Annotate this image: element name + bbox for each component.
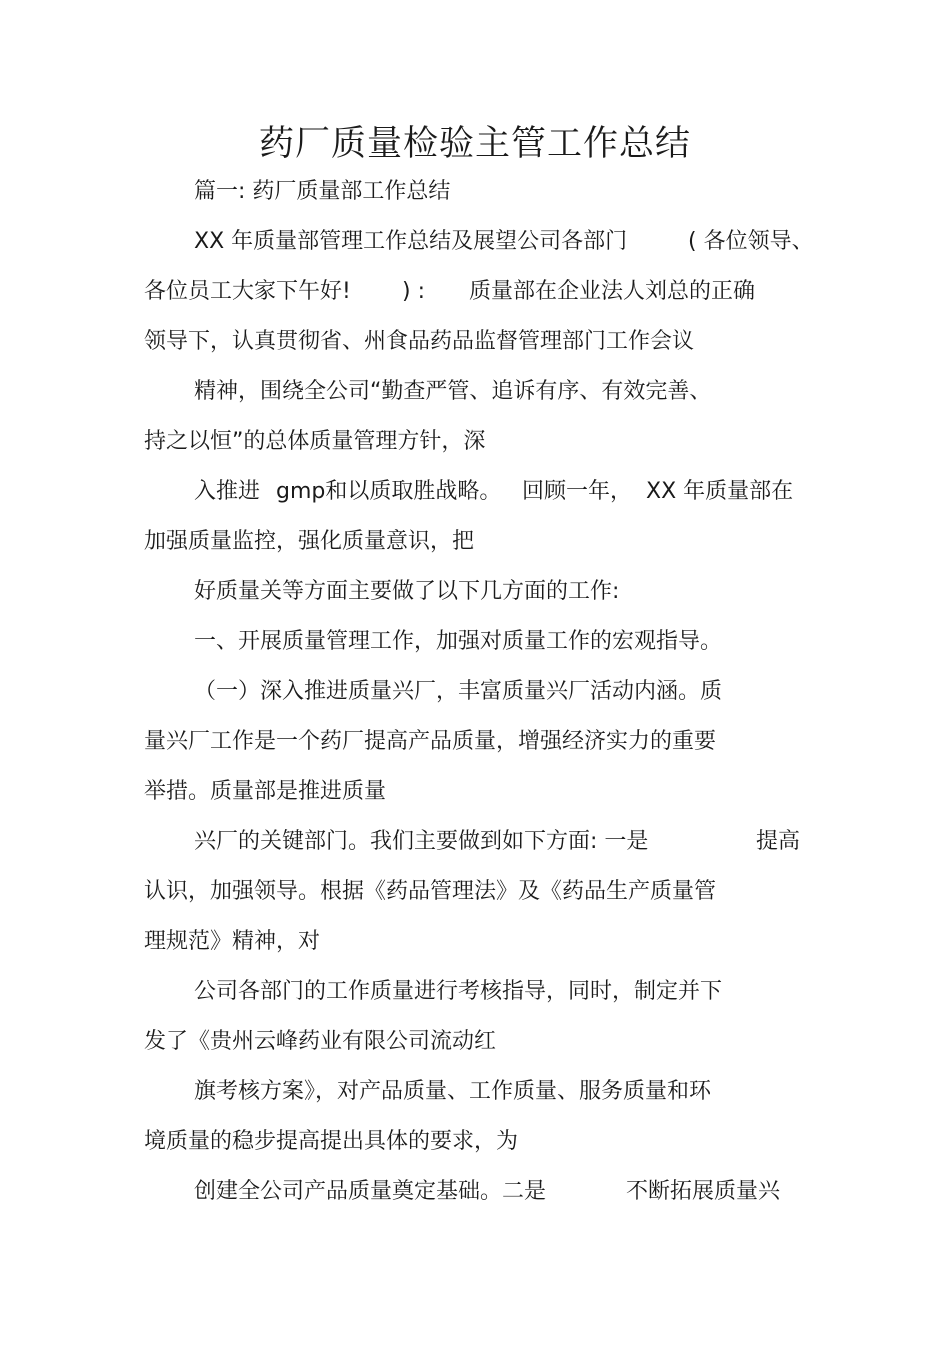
text-line: 一、开展质量管理工作，加强对质量工作的宏观指导。 <box>194 629 723 654</box>
text-line: 理规范》精神，对 <box>144 929 321 954</box>
text-line: 加强质量监控，强化质量意识，把 <box>144 529 475 554</box>
text-line: 发了《贵州云峰药业有限公司流动红 <box>144 1029 497 1054</box>
text-line: 举措。质量部是推进质量 <box>144 779 387 804</box>
text-line: 精神，围绕全公司“勤查严管、追诉有序、有效完善、 <box>194 379 712 404</box>
text-segment: gmp和以质取胜战略。 <box>276 479 502 504</box>
text-line: 旗考核方案》，对产品质量、工作质量、服务质量和环 <box>194 1079 712 1104</box>
text-line: 好质量关等方面主要做了以下几方面的工作: <box>194 579 620 604</box>
text-segment: 回顾一年， <box>522 479 633 504</box>
text-line: 量兴厂工作是一个药厂提高产品质量，增强经济实力的重要 <box>144 729 717 754</box>
text-segment: 各位员工大家下午好! <box>144 279 351 304</box>
text-segment: XX 年质量部管理工作总结及展望公司各部门 <box>194 229 628 254</box>
text-segment: 提高 <box>756 829 801 854</box>
text-line: 领导下，认真贯彻省、州食品药品监督管理部门工作会议 <box>144 329 695 354</box>
text-segment: ) : <box>402 279 425 304</box>
text-line: （一）深入推进质量兴厂，丰富质量兴厂活动内涵。质 <box>194 679 723 704</box>
text-segment: 不断拓展质量兴 <box>626 1179 781 1204</box>
text-segment: 创建全公司产品质量奠定基础。二是 <box>194 1179 547 1204</box>
text-segment: ( 各位领导、 <box>688 229 814 254</box>
text-line: 境质量的稳步提高提出具体的要求，为 <box>144 1129 519 1154</box>
text-segment: 质量部在企业法人刘总的正确 <box>469 279 756 304</box>
document-title: 药厂质量检验主管工作总结 <box>258 124 691 164</box>
text-line: 持之以恒”的总体质量管理方针，深 <box>144 429 486 454</box>
text-segment: 入推进 <box>194 479 261 504</box>
text-segment: 兴厂的关键部门。我们主要做到如下方面: 一是 <box>194 829 649 854</box>
text-segment: XX 年质量部在 <box>646 479 794 504</box>
text-line: 篇一: 药厂质量部工作总结 <box>194 179 451 204</box>
text-line: 认识，加强领导。根据《药品管理法》及《药品生产质量管 <box>144 879 717 904</box>
text-line: 公司各部门的工作质量进行考核指导，同时，制定并下 <box>194 979 723 1004</box>
